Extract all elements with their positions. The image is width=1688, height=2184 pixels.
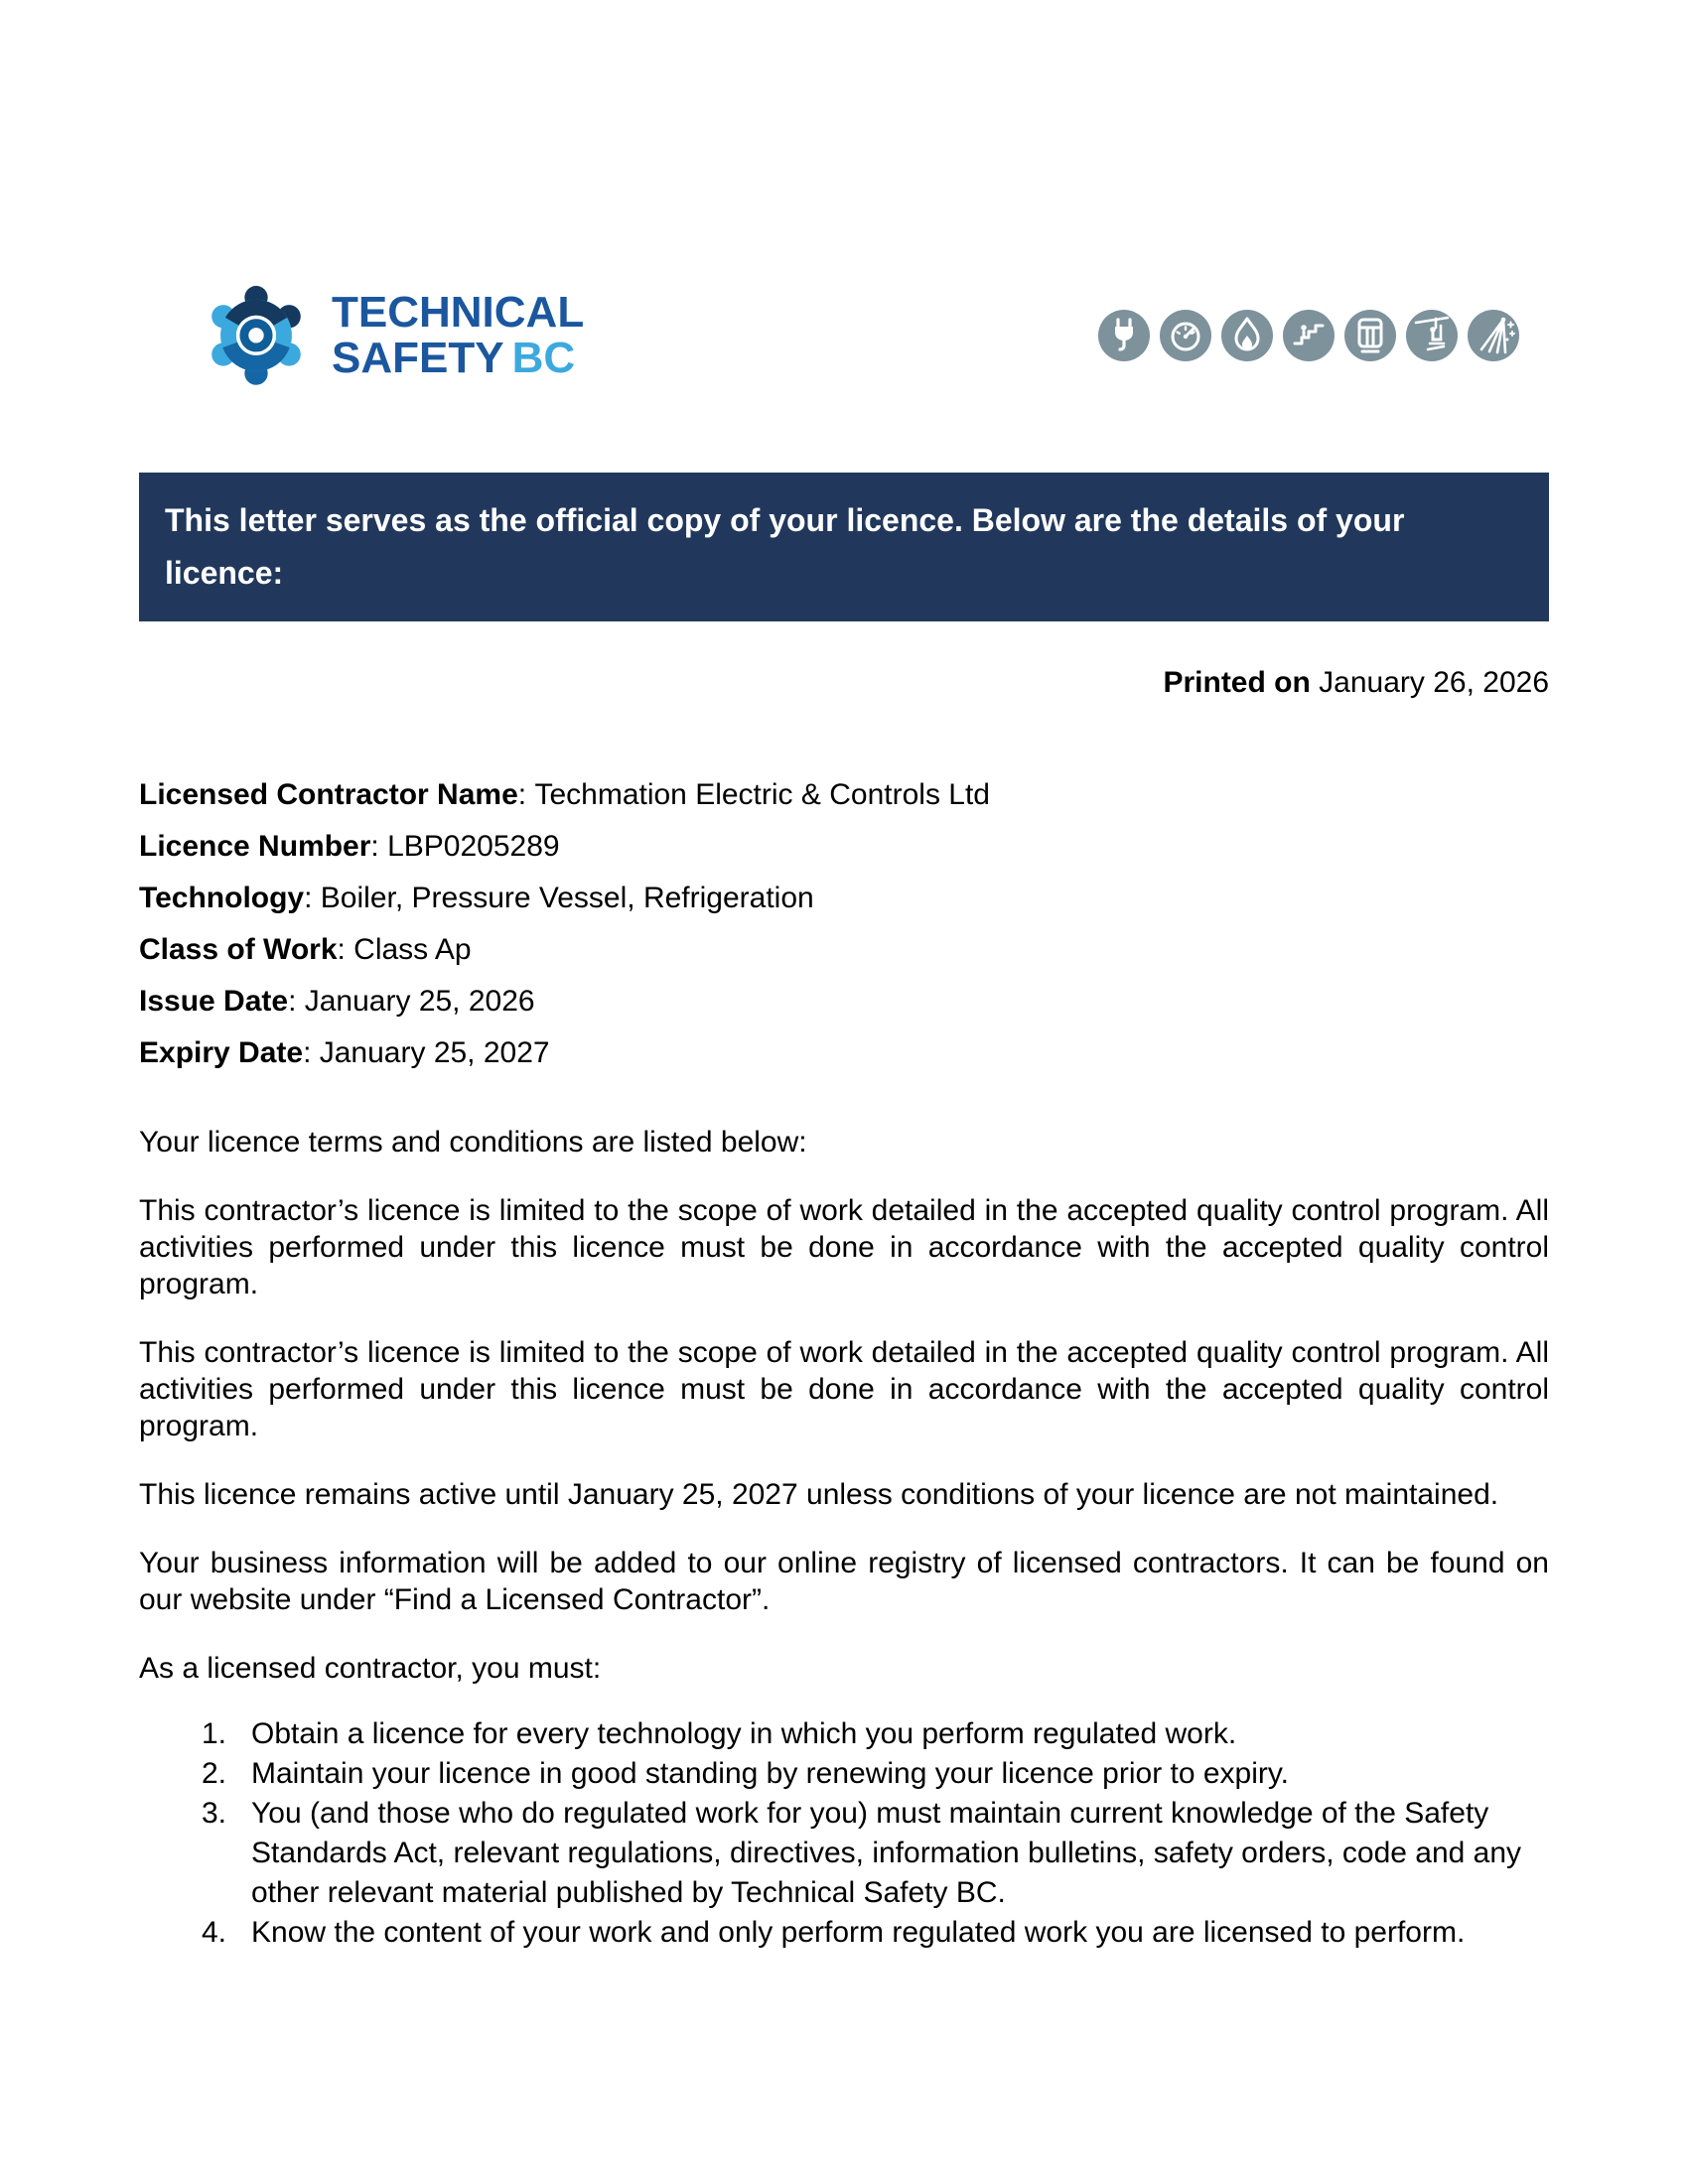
banner-text: This letter serves as the official copy of your licence. Below are the details of your licence:	[165, 502, 1405, 591]
logo-word-bc: BC	[511, 334, 576, 382]
train-icon	[1344, 310, 1396, 361]
technical-safety-bc-logo	[201, 278, 584, 393]
detail-value: LBP0205289	[387, 830, 560, 863]
list-item-number: 1.	[202, 1717, 227, 1750]
list-item-text: You (and those who do regulated work for you) must maintain current knowledge of the Safety Standards Act, relevant regulations, directives, information bulletins, safety orders, code and any other relevant material published by Technical Safety BC.	[251, 1797, 1522, 1909]
detail-label: Issue Date :	[139, 985, 305, 1018]
detail-value: Techmation Electric & Controls Ltd	[534, 778, 990, 811]
letter-body	[0, 666, 1688, 1953]
printed-on-date: January 26, 2026	[1319, 666, 1549, 699]
detail-label: Class of Work :	[139, 933, 353, 966]
logo-wordmark	[332, 290, 584, 381]
detail-row-issue-date	[139, 976, 1549, 1027]
printed-on-line	[139, 666, 1549, 700]
obligations-list	[139, 1714, 1549, 1953]
escalator-icon	[1283, 310, 1335, 361]
detail-label: Licence Number :	[139, 830, 387, 863]
list-item	[139, 1913, 1549, 1953]
detail-label: Technology :	[139, 882, 321, 914]
detail-row-licence-number	[139, 821, 1549, 873]
gear-logo-icon	[201, 278, 312, 393]
logo-word-technical: TECHNICAL	[332, 288, 585, 337]
obligations-intro: As a licensed contractor, you must:	[139, 1652, 602, 1685]
official-copy-banner	[139, 473, 1549, 621]
licence-details	[139, 769, 1549, 1079]
detail-row-expiry-date	[139, 1027, 1549, 1079]
detail-value: January 25, 2026	[304, 985, 535, 1018]
list-item	[139, 1754, 1549, 1794]
plug-icon	[1098, 310, 1150, 361]
printed-on-label: Printed on	[1163, 666, 1311, 699]
detail-row-technology	[139, 873, 1549, 924]
detail-value: Class Ap	[353, 933, 472, 966]
detail-label: Licensed Contractor Name :	[139, 778, 534, 811]
terms-intro: Your licence terms and conditions are listed below:	[139, 1126, 807, 1159]
gauge-icon	[1160, 310, 1211, 361]
detail-label: Expiry Date :	[139, 1036, 320, 1069]
chairlift-icon	[1406, 310, 1458, 361]
detail-value: Boiler, Pressure Vessel, Refrigeration	[320, 882, 814, 914]
condition-paragraph-2: This contractor’s licence is limited to the scope of work detailed in the accepted quality control program. All activities performed under this licence must be done in accordance with the accepted quality control program.	[139, 1336, 1549, 1442]
detail-row-class-of-work	[139, 924, 1549, 976]
list-item-text: Know the content of your work and only perform regulated work you are licensed to perform.	[251, 1916, 1466, 1949]
list-item	[139, 1714, 1549, 1754]
list-item-text: Obtain a licence for every technology in which you perform regulated work.	[251, 1717, 1237, 1750]
letter-header	[0, 0, 1688, 393]
detail-row-contractor-name	[139, 769, 1549, 821]
list-item-text: Maintain your licence in good standing by renewing your licence prior to expiry.	[251, 1757, 1290, 1790]
detail-value: January 25, 2027	[319, 1036, 550, 1069]
technology-icons-row	[1098, 310, 1519, 361]
condition-paragraph-1: This contractor’s licence is limited to the scope of work detailed in the accepted quality control program. All activities performed under this licence must be done in accordance with the accepted quality control program.	[139, 1194, 1549, 1300]
registry-paragraph: Your business information will be added to our online registry of licensed contractors. It can be found on our website under “Find a Licensed Contractor”.	[139, 1547, 1549, 1616]
active-until-paragraph: This licence remains active until January 25, 2027 unless conditions of your licence are not maintained.	[139, 1478, 1499, 1511]
list-item-number: 2.	[202, 1757, 227, 1790]
logo-word-safety: SAFETY	[332, 334, 504, 382]
amusement-ride-icon	[1468, 310, 1519, 361]
flame-icon	[1221, 310, 1273, 361]
list-item-number: 3.	[202, 1797, 227, 1830]
list-item	[139, 1794, 1549, 1913]
list-item-number: 4.	[202, 1916, 227, 1949]
